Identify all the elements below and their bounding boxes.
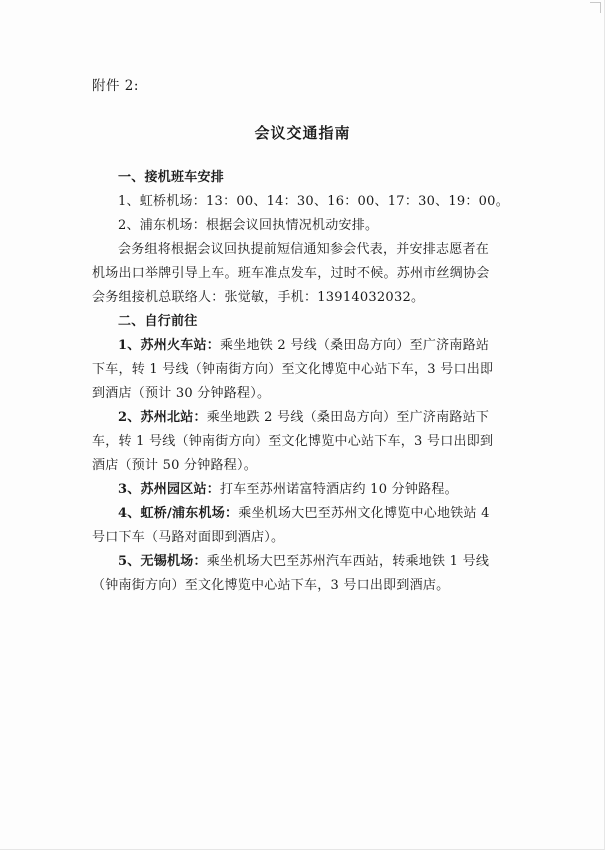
route-5-label: 5、无锡机场：: [118, 554, 207, 569]
section1-heading: 一、接机班车安排: [118, 170, 225, 185]
page-title: 会议交通指南: [254, 124, 351, 142]
route-2: [118, 406, 522, 430]
route-4-text: 乘坐机场大巴至苏州文化博览中心地铁站 4: [238, 506, 490, 521]
section1-item2: 2、浦东机场：根据会议回执情况机动安排。: [118, 218, 379, 233]
route-3-label: 3、苏州园区站：: [118, 482, 221, 497]
route-1: [118, 334, 522, 358]
route-3-text: 打车至苏州诺富特酒店约 10 分钟路程。: [220, 482, 458, 497]
route-5-line2: （钟南街方向）至文化博览中心站下车，3 号口出即到酒店。: [92, 578, 450, 593]
section1-item1: 1、虹桥机场：13：00、14：30、16：00、17：30、19：00。: [118, 194, 509, 209]
route-5: [118, 550, 522, 574]
route-4-line2: 号口下车（马路对面即到酒店）。: [92, 530, 285, 545]
route-1-text: 乘坐地铁 2 号线（桑田岛方向）至广济南路站: [220, 338, 490, 353]
route-1-line2: 下车，转 1 号线（钟南街方向）至文化博览中心站下车，3 号口出即: [92, 362, 494, 377]
route-4-label: 4、虹桥/浦东机场：: [118, 506, 239, 521]
attachment-label: 附件 2:: [92, 78, 139, 94]
section2-heading: 二、自行前往: [118, 314, 198, 329]
route-2-line3: 酒店（预计 50 分钟路程）。: [92, 458, 258, 473]
route-2-text: 乘坐地跌 2 号线（桑田岛方向）至广济南路站下: [206, 410, 490, 425]
route-2-label: 2、苏州北站：: [118, 410, 207, 425]
section1-para-line2: 机场出口举牌引导上车。班车准点发车，过时不候。苏州市丝绸协会: [92, 266, 490, 281]
section1-para-line3: 会务组接机总联络人：张觉敏，手机：13914032032。: [92, 290, 425, 305]
route-1-label: 1、苏州火车站：: [118, 338, 221, 353]
route-3: [118, 478, 522, 502]
route-5-text: 乘坐机场大巴至苏州汽车西站，转乘地铁 1 号线: [206, 554, 490, 569]
section1-para-line1: 会务组将根据会议回执提前短信通知参会代表，并安排志愿者在: [118, 242, 490, 257]
route-2-line2: 车，转 1 号线（钟南街方向）至文化博览中心站下车，3 号口出即到: [92, 434, 494, 449]
scan-corner-mark: [590, 2, 601, 13]
route-4: [118, 502, 522, 526]
route-1-line3: 到酒店（预计 30 分钟路程）。: [92, 386, 271, 401]
